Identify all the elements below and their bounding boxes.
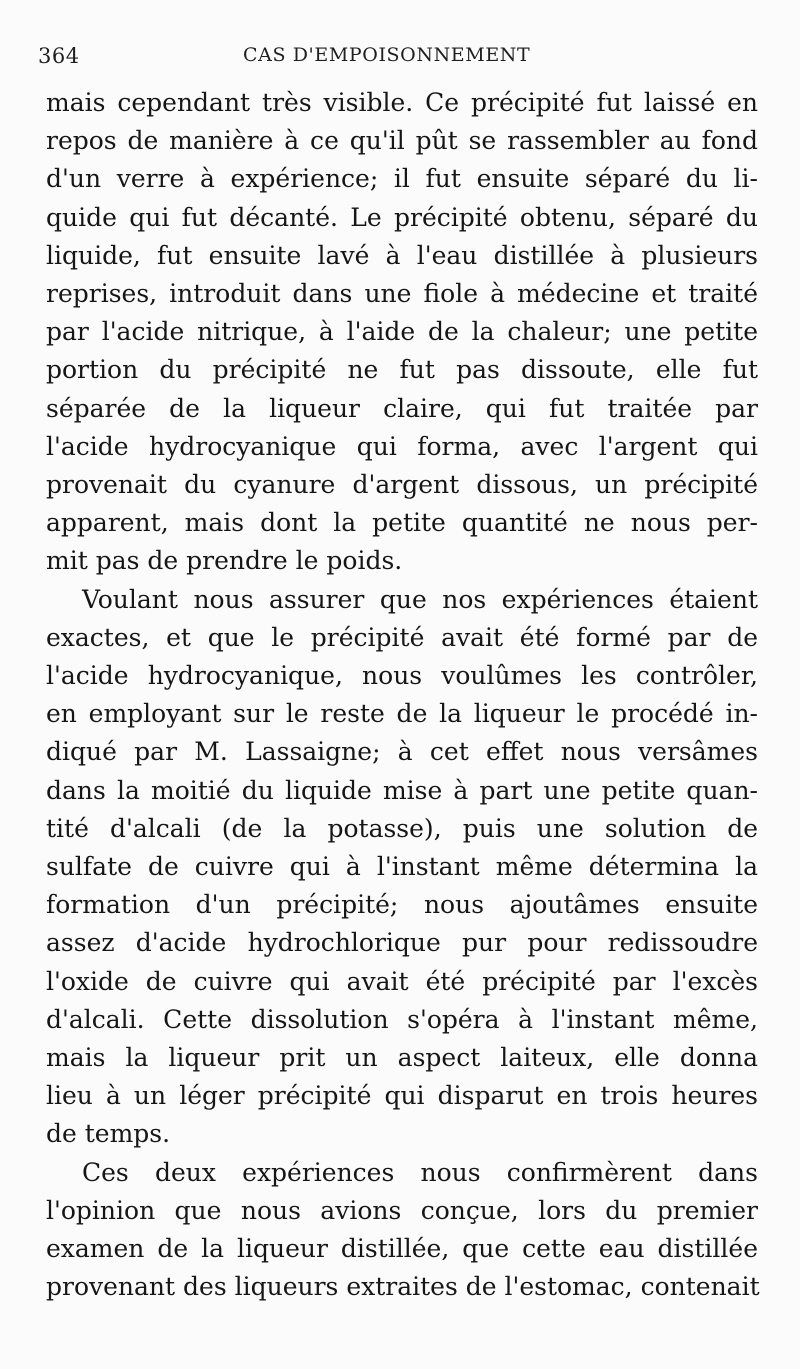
- text-line: provenait du cyanure d'argent dissous, un précipité: [46, 470, 758, 500]
- text-line: exactes, et que le précipité avait été formé par de: [46, 622, 758, 652]
- page-header: [38, 44, 758, 74]
- text-line: provenant des liqueurs extraites de l'estomac, contenait: [46, 1272, 760, 1302]
- text-line: dans la moitié du liquide mise à part une petite quan-: [46, 775, 758, 805]
- page-number: 364: [38, 44, 80, 68]
- text-line: de temps.: [46, 1119, 171, 1149]
- running-title: CAS D'EMPOISONNEMENT: [243, 44, 531, 66]
- text-line: d'un verre à expérience; il fut ensuite séparé du li-: [46, 164, 758, 194]
- text-line: séparée de la liqueur claire, qui fut traitée par: [46, 393, 758, 423]
- text-line: l'acide hydrocyanique, nous voulûmes les contrôler,: [46, 661, 758, 691]
- text-line: tité d'alcali (de la potasse), puis une solution de: [46, 813, 758, 843]
- text-line: quide qui fut décanté. Le précipité obtenu, séparé du: [46, 202, 758, 232]
- text-line: liquide, fut ensuite lavé à l'eau distillée à plusieurs: [46, 240, 758, 270]
- text-line: d'alcali. Cette dissolution s'opéra à l'instant même,: [46, 1004, 758, 1034]
- text-line: l'acide hydrocyanique qui forma, avec l'argent qui: [46, 431, 758, 461]
- text-line: Ces deux expériences nous confirmèrent dans: [82, 1157, 758, 1187]
- text-line: mais la liqueur prit un aspect laiteux, elle donna: [46, 1043, 758, 1073]
- text-line: examen de la liqueur distillée, que cette eau distillée: [46, 1234, 758, 1264]
- text-line: sulfate de cuivre qui à l'instant même détermina la: [46, 852, 758, 882]
- text-line: assez d'acide hydrochlorique pur pour redissoudre: [46, 928, 758, 958]
- text-line: Voulant nous assurer que nos expériences étaient: [82, 584, 758, 614]
- text-line: mit pas de prendre le poids.: [46, 546, 403, 576]
- text-line: diqué par M. Lassaigne; à cet effet nous versâmes: [46, 737, 758, 767]
- paragraph-2: [46, 581, 758, 1154]
- text-line: l'opinion que nous avions conçue, lors du premier: [46, 1195, 758, 1225]
- text-line: par l'acide nitrique, à l'aide de la chaleur; une petite: [46, 317, 758, 347]
- paragraph-1: [46, 84, 758, 581]
- body-text: [46, 84, 758, 1307]
- text-line: formation d'un précipité; nous ajoutâmes ensuite: [46, 890, 758, 920]
- text-line: portion du précipité ne fut pas dissoute, elle fut: [46, 355, 758, 385]
- paragraph-3: [46, 1154, 758, 1307]
- text-line: l'oxide de cuivre qui avait été précipité par l'excès: [46, 966, 758, 996]
- text-line: en employant sur le reste de la liqueur le procédé in-: [46, 699, 758, 729]
- text-line: repos de manière à ce qu'il pût se rassembler au fond: [46, 126, 758, 156]
- text-line: mais cependant très visible. Ce précipité fut laissé en: [46, 88, 758, 117]
- text-line: apparent, mais dont la petite quantité ne nous per-: [46, 508, 758, 538]
- text-line: reprises, introduit dans une fiole à médecine et traité: [46, 279, 758, 309]
- text-line: lieu à un léger précipité qui disparut en trois heures: [46, 1081, 758, 1111]
